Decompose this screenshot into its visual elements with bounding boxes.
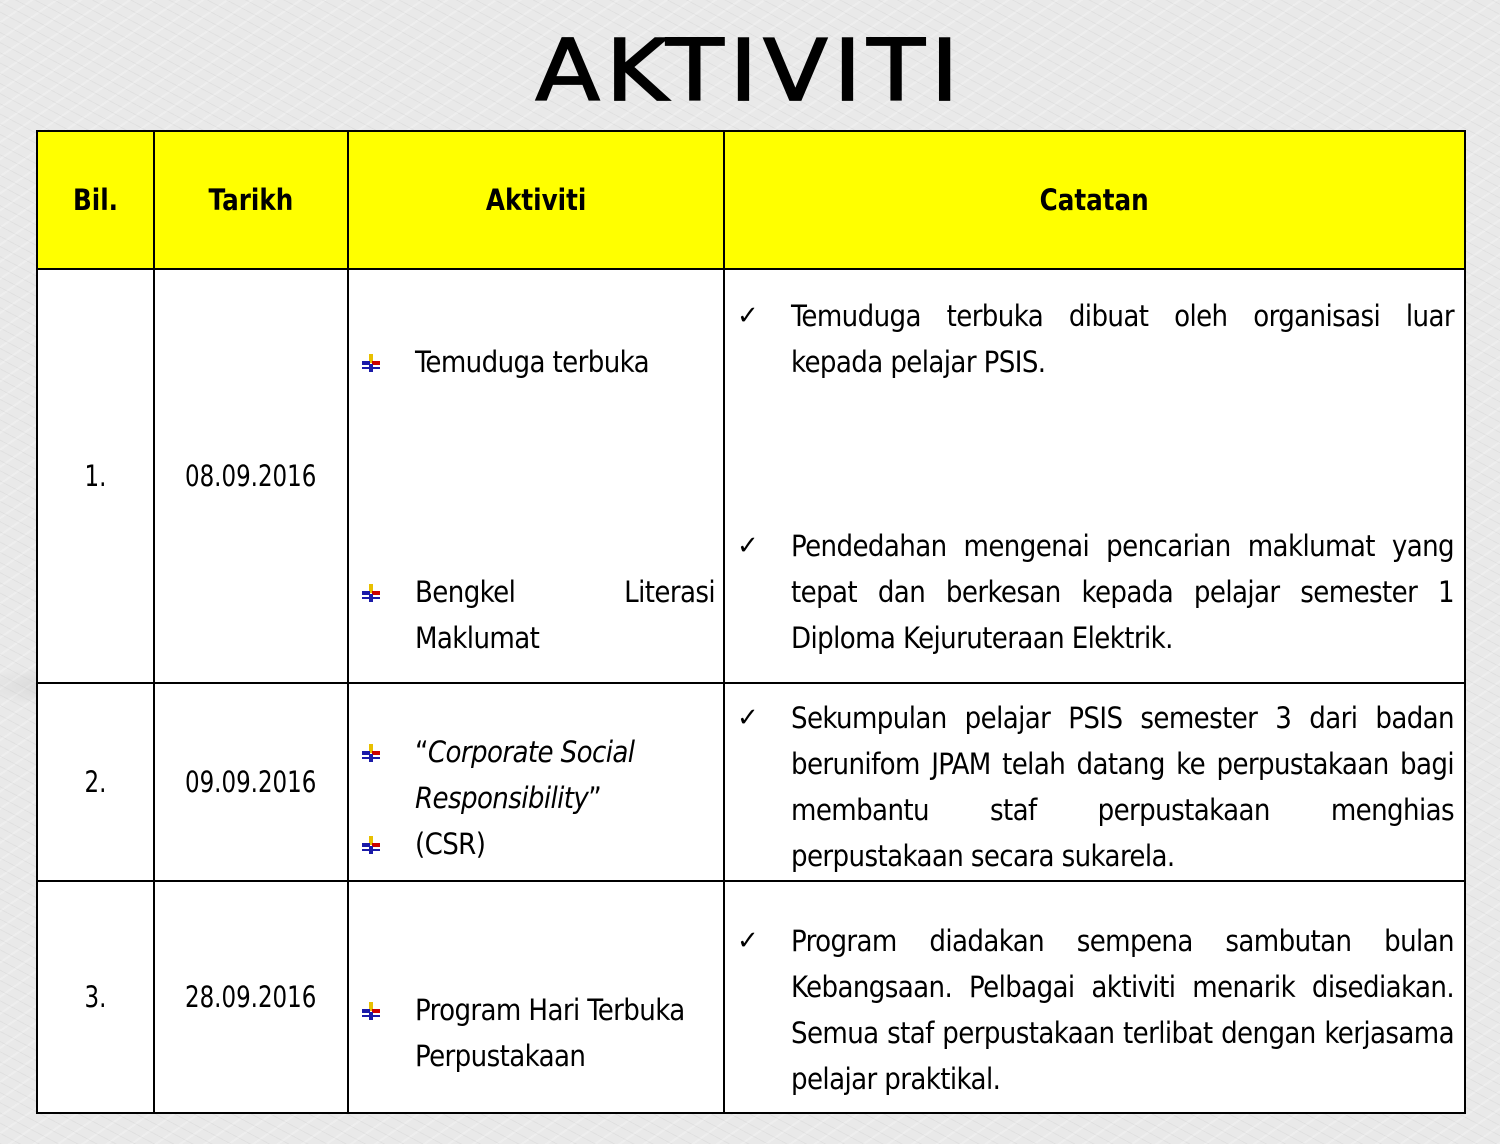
table-row bbox=[37, 683, 1465, 881]
four-color-arrow-bullet-icon bbox=[361, 583, 381, 603]
four-color-arrow-bullet-icon bbox=[361, 835, 381, 855]
activity-item: “Corporate Social Responsibility” bbox=[349, 729, 723, 821]
row-activity bbox=[348, 269, 724, 683]
row-notes bbox=[724, 881, 1465, 1113]
header-bil: Bil. bbox=[37, 131, 154, 269]
header-aktiviti: Aktiviti bbox=[348, 131, 724, 269]
row-date: 08.09.2016 bbox=[154, 269, 348, 683]
check-mark-icon: ✓ bbox=[737, 301, 759, 331]
row-number: 1. bbox=[37, 269, 154, 683]
note-item: ✓ Temuduga terbuka dibuat oleh organisasi luar kepada pelajar PSIS. bbox=[737, 299, 1454, 379]
row-notes bbox=[724, 683, 1465, 881]
row-notes bbox=[724, 269, 1465, 683]
row-date: 09.09.2016 bbox=[154, 683, 348, 881]
activity-table bbox=[36, 130, 1466, 1114]
four-color-arrow-bullet-icon bbox=[361, 353, 381, 373]
check-mark-icon: ✓ bbox=[737, 531, 759, 561]
table-header-row bbox=[37, 131, 1465, 269]
table-row bbox=[37, 881, 1465, 1113]
note-item: ✓ Program diadakan sempena sambutan bulan Kebangsaan. Pelbagai aktiviti menarik disediakan. Semua staf perpustakaan terlibat dengan kerjasama pelajar praktikal. bbox=[737, 924, 1454, 1096]
row-activity bbox=[348, 683, 724, 881]
check-mark-icon: ✓ bbox=[737, 703, 759, 733]
row-number: 2. bbox=[37, 683, 154, 881]
row-number: 3. bbox=[37, 881, 154, 1113]
row-date: 28.09.2016 bbox=[154, 881, 348, 1113]
row-activity bbox=[348, 881, 724, 1113]
activity-item: (CSR) bbox=[349, 821, 723, 867]
four-color-arrow-bullet-icon bbox=[361, 743, 381, 763]
table-row bbox=[37, 269, 1465, 683]
activity-item: Temuduga terbuka bbox=[349, 339, 723, 385]
check-mark-icon: ✓ bbox=[737, 926, 759, 956]
four-color-arrow-bullet-icon bbox=[361, 1001, 381, 1021]
note-item: ✓ Pendedahan mengenai pencarian maklumat yang tepat dan berkesan kepada pelajar semester 1 Diploma Kejuruteraan Elektrik. bbox=[737, 529, 1454, 655]
header-catatan: Catatan bbox=[724, 131, 1465, 269]
note-item: ✓ Sekumpulan pelajar PSIS semester 3 dari badan berunifom JPAM telah datang ke perpustakaan bagi membantu staf perpustakaan menghias perpustakaan secara sukarela. bbox=[737, 701, 1454, 873]
activity-item: Bengkel Literasi Maklumat bbox=[349, 569, 723, 661]
activity-item: Program Hari Terbuka Perpustakaan bbox=[349, 987, 723, 1079]
page-title: AKTIVITI bbox=[535, 22, 965, 121]
header-tarikh: Tarikh bbox=[154, 131, 348, 269]
